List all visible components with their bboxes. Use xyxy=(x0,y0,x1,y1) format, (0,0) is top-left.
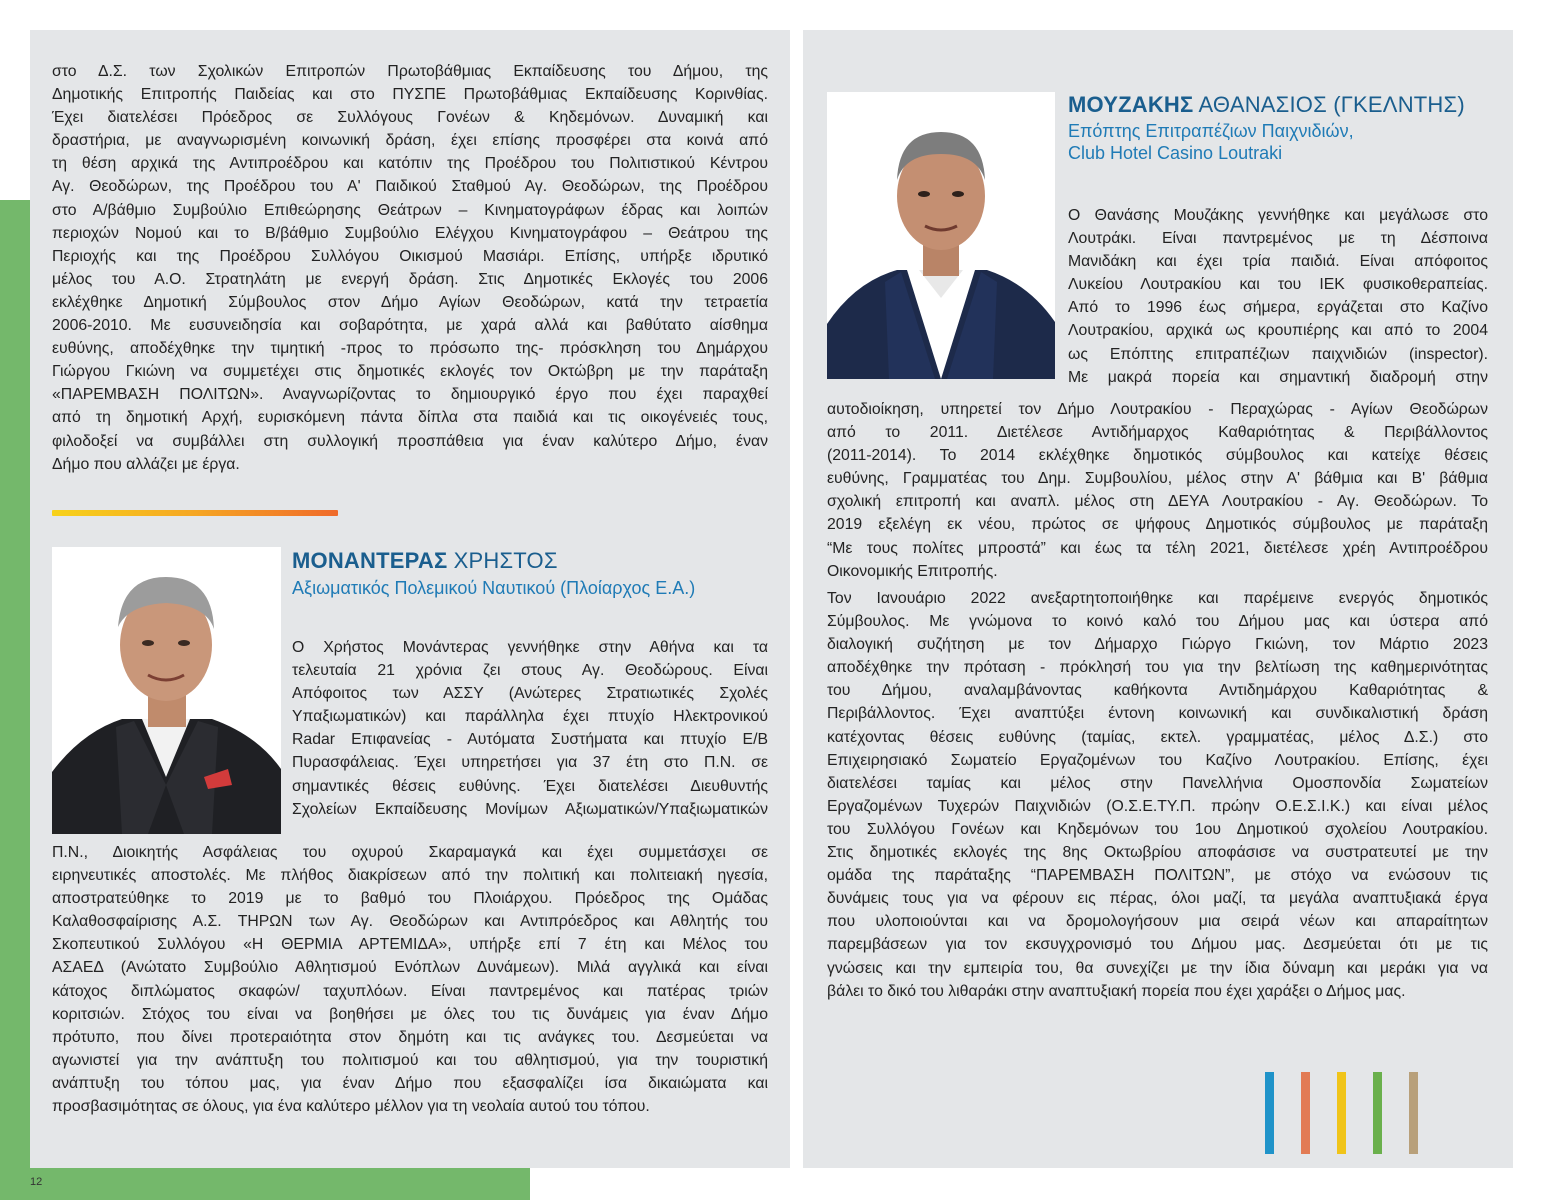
paragraph-line: Λουτρακίου, αρχικά ως κρουπιέρης και από το 2004 xyxy=(1068,322,1488,340)
decorative-bar xyxy=(1337,1072,1346,1154)
paragraph-line: κάτοχος διπλώματος σκαφών/ ταχυπλόων. Είναι παντρεμένος και πατέρας τριών xyxy=(52,982,768,1000)
paragraph-line: Τον Ιανουάριο 2022 ανεξαρτητοποιήθηκε και παρέμεινε ενεργός δημοτικός xyxy=(827,590,1488,607)
paragraph-line: παρεμβάσεων για τον εκσυγχρονισμό του Δήμου μας. Δεσμεύεται ότι με τις xyxy=(827,936,1488,954)
paragraph-line: βάλει το δικό του λιθαράκι στην αναπτυξιακή πορεία που έχει χαράξει ο Δήμος μας. xyxy=(827,982,1406,1000)
paragraph-line: Με μακρά πορεία και σημαντική διαδρομή στην xyxy=(1068,368,1488,386)
paragraph-line: ως Επόπτης επιτραπέζιων παιχνιδιών (inspector). xyxy=(1068,345,1488,363)
paragraph-line: Πυρασφάλειας. Έχει υπηρετήσει για 37 έτη στο Π.Ν. σε xyxy=(292,754,768,772)
paragraph-line: Ο Χρήστος Μονάντερας γεννήθηκε στην Αθήνα και τα xyxy=(292,639,768,656)
paragraph-line: τη θέση αρχικά της Αντιπροέδρου και κατόπιν της Προέδρου του Πολιτιστικού Κέντρου xyxy=(52,155,768,173)
paragraph-line: Έχει διατελέσει Πρόεδρος σε Συλλόγους Γονέων & Κηδεμόνων. Δυναμική και xyxy=(52,109,768,127)
paragraph-line: από τη δημοτική Αρχή, ευρισκόμενη πάντα δίπλα στα παιδιά και τις οικογένειές τους, xyxy=(52,409,768,427)
paragraph-line: αποστρατεύθηκε το 2019 με το βαθμό του Πλοιάρχου. Πρόεδρος της Ομάδας xyxy=(52,890,768,908)
paragraph-line: εκλέχθηκε Δημοτική Σύμβουλος στον Δήμο Αγίων Θεοδώρων, κατά την τετραετία xyxy=(52,293,768,311)
role-line: Club Hotel Casino Loutraki xyxy=(1068,143,1283,163)
paragraph-line: 2006-2010. Με ευσυνειδησία και σοβαρότητα, με χαρά αλλά και βαθύτατο αίσθημα xyxy=(52,317,768,335)
portrait-photo-icon xyxy=(827,92,1055,379)
page-number: 12 xyxy=(30,1176,43,1188)
paragraph-line: ΑΣΑΕΔ (Ανώτατο Συμβούλιο Αθλητισμού Ενόπλων Δυνάμεων). Μιλά αγγλικά και είναι xyxy=(52,959,768,977)
mouzakis-given-name: ΑΘΑΝΑΣΙΟΣ (ΓΚΕΛΝΤΗΣ) xyxy=(1198,92,1465,117)
paragraph-line: Περιβάλλοντος. Έχει αναπτύξει έντονη κοινωνική και συνδικαλιστική δράση xyxy=(827,705,1488,723)
paragraph-line: Υπαξιωματικών) και παράλληλα έχει πτυχίο Ηλεκτρονικού xyxy=(292,708,768,726)
paragraph-line: Οικονομικής Επιτροπής. xyxy=(827,562,998,580)
paragraph-line: δυνάμεις τους για να φέρουν εις πέρας, όλοι μαζί, τα μεγάλα αναπτυξιακά έργα xyxy=(827,890,1488,908)
portrait-photo-icon xyxy=(52,547,281,834)
paragraph-line: «ΠΑΡΕΜΒΑΣΗ ΠΟΛΙΤΩΝ». Αναγνωρίζοντας το δημιουργικό έργο που έχει παραχθεί xyxy=(52,386,768,404)
paragraph-line: Καλαθοσφαίρισης Α.Σ. ΤΗΡΩΝ των Αγ. Θεοδώρων και Αντιπρόεδρος και Αθλητής του xyxy=(52,913,768,931)
role-line: Αξιωματικός Πολεμικού Ναυτικού (Πλοίαρχος Ε.Α.) xyxy=(292,578,696,598)
monanteras-name xyxy=(292,548,558,574)
paragraph-line: Αγ. Θεοδώρων, της Προέδρου του Α' Παιδικού Σταθμού Αγ. Θεοδώρων, της Προέδρου xyxy=(52,178,768,196)
paragraph-line: Σχολείων Εκπαίδευσης Μονίμων Αξιωματικών/Υπαξιωματικών xyxy=(292,800,768,818)
paragraph-line: Μανιδάκη και έχει τρία παιδιά. Είναι απόφοιτος xyxy=(1068,253,1488,271)
mouzakis-bio-side xyxy=(1068,204,1488,389)
paragraph-line: ομάδα της παράταξης “ΠΑΡΕΜΒΑΣΗ ΠΟΛΙΤΩΝ”, με στόχο να ενώσουν τις xyxy=(827,867,1488,885)
paragraph-line: φιλοδοξεί να συμβάλλει στη συλλογική προσπάθεια για έναν καλύτερο Δήμο, έναν xyxy=(52,432,768,450)
mouzakis-name xyxy=(1068,92,1465,118)
paragraph-line: 2019 εξελέγη εκ νέου, πρώτος σε ψήφους Δημοτικός σύμβουλος με παράταξη xyxy=(827,516,1488,534)
mouzakis-photo xyxy=(827,92,1055,379)
paragraph-line: στο Δ.Σ. των Σχολικών Επιτροπών Πρωτοβάθμιας Εκπαίδευσης του Δήμου, της xyxy=(52,63,768,80)
mouzakis-role xyxy=(1068,120,1488,164)
paragraph-line: κοριτσιών. Στόχος του είναι να βοηθήσει με όλες του τις δυνάμεις για έναν Δήμο xyxy=(52,1005,768,1023)
paragraph-line: Σκοπευτικού Συλλόγου «Η ΘΕΡΜΙΑ ΑΡΤΕΜΙΔΑ», υπήρξε επί 7 έτη και Μέλος του xyxy=(52,936,768,954)
role-line: Επόπτης Επιτραπέζιων Παιχνιδιών, xyxy=(1068,121,1354,141)
section-divider-bar xyxy=(52,510,338,516)
paragraph-line: διατελέσει ταμίας και μέλος στην Πανελλήνια Ομοσπονδία Σωματείων xyxy=(827,774,1488,792)
paragraph-line: περιοχών Νομού και το Β/βάθμιο Συμβούλιο Ελέγχου Κινηματογράφου – Θεάτρου της xyxy=(52,224,768,242)
paragraph-line: ανάπτυξη του τόπου μας, για έναν Δήμο που εξασφαλίζει ίσα δικαιώματα και xyxy=(52,1074,768,1092)
mouzakis-surname: ΜΟΥΖΑΚΗΣ xyxy=(1068,92,1194,117)
paragraph-line: από το 2011. Διετέλεσε Αντιδήμαρχος Καθαριότητας & Περιβάλλοντος xyxy=(827,424,1488,442)
monanteras-bio-side xyxy=(292,636,768,821)
paragraph-line: Εργαζομένων Τυχερών Παιχνιδιών (Ο.Σ.Ε.ΤΥ.Π. πρώην Ο.Ε.Σ.Ι.Κ.) και είναι μέλος xyxy=(827,797,1488,815)
paragraph-line: σημαντικές θέσεις ευθύνης. Έχει διατελέσει Διευθυντής xyxy=(292,777,768,795)
paragraph-line: αποδέχθηκε την πρόταση - πρόκλησή του για την βελτίωση της καθημερινότητας xyxy=(827,659,1488,677)
paragraph-line: αγωνιστεί για την ανάπτυξη του πολιτισμού και του αθλητισμού, για την τουριστική xyxy=(52,1051,768,1069)
decorative-bar xyxy=(1373,1072,1382,1154)
paragraph-line: Απόφοιτος των ΑΣΣΥ (Ανώτερες Στρατιωτικές Σχολές xyxy=(292,685,768,703)
paragraph-line: Σύμβουλος. Με γνώμονα το κοινό καλό του Δήμου μας και ύστερα από xyxy=(827,613,1488,631)
paragraph-line: γνώσεις και την εμπειρία του, θα συνεχίζει με την ίδια δύναμη και μεράκι για να xyxy=(827,959,1488,977)
paragraph-line: Γιώργου Γκιώνη να συμμετέχει στις δημοτικές εκλογές τον Οκτώβρη με την παράταξη xyxy=(52,363,768,381)
monanteras-role xyxy=(292,577,772,599)
paragraph-line: ευθύνης, αποδέχθηκε την τιμητική -προς το πρόσωπο της- πρόσκληση του Δημάρχου xyxy=(52,340,768,358)
paragraph-line: σχολική επιτροπή και αναπλ. μέλος στη ΔΕΥΑ Λουτρακίου - Αγ. Θεοδώρων. Το xyxy=(827,493,1488,511)
paragraph-line: τελευταία 21 χρόνια ζει στους Αγ. Θεοδώρους. Είναι xyxy=(292,662,768,680)
monanteras-given-name: ΧΡΗΣΤΟΣ xyxy=(453,548,558,573)
paragraph-line: Δήμο που αλλάζει με έργα. xyxy=(52,455,240,473)
paragraph-line: στο Α/βάθμιο Συμβούλιο Επιθεώρησης Θεάτρων – Κινηματογράφων έδρας και λοιπών xyxy=(52,201,768,219)
paragraph-line: “Με τους πολίτες μπροστά” και έως τα τέλη 2021, διετέλεσε χρέη Αντιπροέδρου xyxy=(827,539,1488,557)
mouzakis-bio-full xyxy=(827,398,1488,583)
paragraph-line: Ο Θανάσης Μουζάκης γεννήθηκε και μεγάλωσε στο xyxy=(1068,207,1488,224)
paragraph-line: ειρηνευτικές αποστολές. Με πλήθος διακρίσεων από την πολιτική και πολιτειακή ηγεσία, xyxy=(52,867,768,885)
monanteras-surname: ΜΟΝΑΝΤΕΡΑΣ xyxy=(292,548,448,573)
paragraph-line: Από το 1996 έως σήμερα, εργάζεται στο Καζίνο xyxy=(1068,299,1488,317)
monanteras-photo xyxy=(52,547,281,834)
paragraph-line: Επιχειρησιακό Σωματείο Εργαζομένων του Καζίνο Λουτρακίου. Επίσης, έχει xyxy=(827,751,1488,769)
paragraph-line: Radar Επιφανείας - Αυτόματα Συστήματα και πτυχίο Ε/Β xyxy=(292,731,768,749)
paragraph-line: Στις δημοτικές εκλογές της 8ης Οκτωβρίου αποφάσισε να συστρατευτεί με την xyxy=(827,844,1488,862)
paragraph-line: (2011-2014). Το 2014 εκλέχθηκε δημοτικός σύμβουλος και κατείχε θέσεις xyxy=(827,447,1488,465)
paragraph-line: ευθύνης, Γραμματέας του Δημ. Συμβουλίου, μέλος στην Α' βάθμια και Β' βάθμια xyxy=(827,470,1488,488)
paragraph-line: Δημοτικής Επιτροπής Παιδείας και στο ΠΥΣΠΕ Πρωτοβάθμιας Εκπαίδευσης Κορινθίας. xyxy=(52,86,768,104)
paragraph-line: μέλος του Α.Ο. Στρατηλάτη με ενεργή δράση. Στις Δημοτικές Εκλογές του 2006 xyxy=(52,270,768,288)
paragraph-line: Λουτράκι. Είναι παντρεμένος με τη Δέσποινα xyxy=(1068,230,1488,248)
paragraph-line: προσβασιμότητας σε όλους, για ένα καλύτερο μέλλον για τη νεολαία αυτού του τόπου. xyxy=(52,1098,650,1116)
monanteras-bio-full xyxy=(52,841,768,1118)
paragraph-line: Περιοχής και της Προέδρου Συλλόγου Οικισμού Μασιάρι. Επίσης, υπήρξε ιδρυτικό xyxy=(52,247,768,265)
left-intro-paragraph xyxy=(52,60,768,476)
decorative-bar xyxy=(1301,1072,1310,1154)
decorative-color-bars xyxy=(1265,1072,1425,1154)
paragraph-line: κατέχοντας θέσεις ευθύνης (ταμίας, εκτελ. γραμματέας, μέλος Δ.Σ.) στο xyxy=(827,728,1488,746)
decorative-bar xyxy=(1409,1072,1418,1154)
decorative-bar xyxy=(1265,1072,1274,1154)
paragraph-line: διαλογική συζήτηση με τον Δήμαρχο Γιώργο Γκιώνη, τον Μάρτιο 2023 xyxy=(827,636,1488,654)
paragraph-line: Λυκείου Λουτρακίου και του ΙΕΚ φυσικοθεραπείας. xyxy=(1068,276,1488,294)
paragraph-line: δραστήρια, με αναγνωρισμένη κοινωνική δράση, έχει επίσης προσφέρει στα κοινά από xyxy=(52,132,768,150)
paragraph-line: του Συλλόγου Γονέων και Κηδεμόνων του 1ου Δημοτικού σχολείου Λουτρακίου. xyxy=(827,820,1488,838)
paragraph-line: πρότυπο, που δίνει προτεραιότητα στον δημότη και τις ανάγκες του. Δεσμεύεται να xyxy=(52,1028,768,1046)
mouzakis-bio-more xyxy=(827,587,1488,1003)
paragraph-line: Π.Ν., Διοικητής Ασφάλειας του οχυρού Σκαραμαγκά και έχει συμμετάσχει σε xyxy=(52,844,768,861)
paragraph-line: του Δήμου, αναλαμβάνοντας καθήκοντα Αντιδημάρχου Καθαριότητας & xyxy=(827,682,1488,700)
paragraph-line: αυτοδιοίκηση, υπηρετεί τον Δήμο Λουτρακίου - Περαχώρας - Αγίων Θεοδώρων xyxy=(827,401,1488,418)
paragraph-line: που υλοποιούνται και να δρομολογήσουν μια σειρά νέων και απαραίτητων xyxy=(827,913,1488,931)
